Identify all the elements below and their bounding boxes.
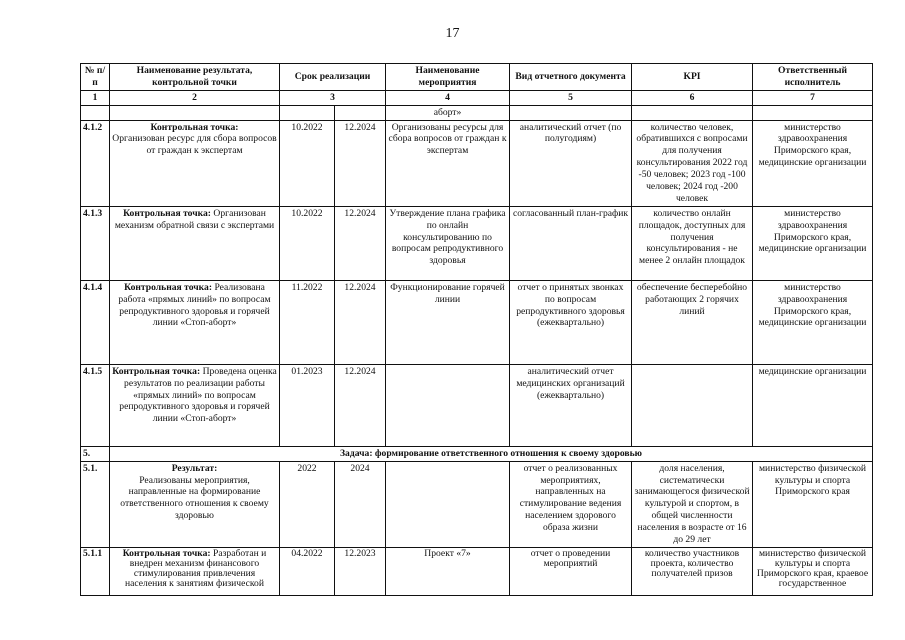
table-row xyxy=(81,364,873,446)
row-label: Контрольная точка: xyxy=(122,547,211,559)
row-end: 12.2024 xyxy=(335,280,386,364)
row-activity: Функционирование горячей линии xyxy=(386,280,510,364)
row-result xyxy=(110,547,280,595)
col-number-6: 6 xyxy=(632,90,753,105)
row-result xyxy=(110,461,280,547)
row-executor: министерство здравоохранения Приморского края, медицинские организации xyxy=(753,280,873,364)
row-executor: министерство физической культуры и спорта Приморского края, краевое государственное xyxy=(753,547,873,595)
row-end: 12.2024 xyxy=(335,206,386,280)
task-text: Задача: формирование ответственного отношения к своему здоровью xyxy=(110,446,873,461)
row-kpi: доля населения, систематически занимающегося физической культурой и спортом, в общей численности населения в возрасте от 16 до 29 лет xyxy=(632,461,753,547)
row-result-text: Организован механизм обратной связи с экспертами xyxy=(114,207,275,231)
table-row xyxy=(81,120,873,206)
col-number-1: 1 xyxy=(81,90,110,105)
header-num: № п/п xyxy=(81,64,110,91)
row-end: 2024 xyxy=(335,461,386,547)
row-end: 12.2023 xyxy=(335,547,386,595)
row-num: 4.1.2 xyxy=(81,120,110,206)
row-result-text: Реализована работа «прямых линий» по вопросам репродуктивного здоровья и горячей линии «Стоп-аборт» xyxy=(118,281,271,329)
row-result xyxy=(110,120,280,206)
col-number-2: 2 xyxy=(110,90,280,105)
row-num: 5.1.1 xyxy=(81,547,110,595)
row-kpi: количество онлайн площадок, доступных для получения консультирования - не менее 2 онлайн площадок xyxy=(632,206,753,280)
table-row xyxy=(81,280,873,364)
row-report: аналитический отчет медицинских организаций (ежеквартально) xyxy=(510,364,632,446)
header-report: Вид отчетного документа xyxy=(510,64,632,91)
carry-text: аборт» xyxy=(386,105,510,120)
row-start: 04.2022 xyxy=(280,547,335,595)
col-number-7: 7 xyxy=(753,90,873,105)
row-start: 01.2023 xyxy=(280,364,335,446)
row-num: 4.1.5 xyxy=(81,364,110,446)
row-result xyxy=(110,364,280,446)
row-label: Контрольная точка: xyxy=(124,281,213,293)
row-result-text: Организован ресурс для сбора вопросов от граждан к экспертам xyxy=(112,133,277,157)
header-activity: Наименование мероприятия xyxy=(386,64,510,91)
col-number-4: 4 xyxy=(386,90,510,105)
task-row xyxy=(81,446,873,461)
row-activity xyxy=(386,461,510,547)
row-result-text: Проведена оценка результатов по реализации работы «прямых линий» по вопросам репродуктивного здоровья и горячей линии «Стоп-аборт» xyxy=(119,365,277,425)
header-period: Срок реализации xyxy=(280,64,386,91)
row-start: 10.2022 xyxy=(280,206,335,280)
page-number: 17 xyxy=(445,26,460,41)
col-number-3: 3 xyxy=(280,90,386,105)
row-result-text: Разработан и внедрен механизм финансового стимулирования привлечения населения к занятиям физической xyxy=(125,547,267,590)
row-report: аналитический отчет (по полугодиям) xyxy=(510,120,632,206)
row-activity xyxy=(386,364,510,446)
task-num: 5. xyxy=(81,446,110,461)
row-kpi: количество участников проекта, количество получателей призов xyxy=(632,547,753,595)
row-result xyxy=(110,206,280,280)
row-end: 12.2024 xyxy=(335,120,386,206)
row-label: Контрольная точка: xyxy=(112,365,201,377)
row-start: 11.2022 xyxy=(280,280,335,364)
row-kpi: количество человек, обратившихся с вопросами для получения консультирования 2022 год -50 человек; 2023 год -100 человек; 2024 год -200 человек xyxy=(632,120,753,206)
row-executor: министерство физической культуры и спорта Приморского края xyxy=(753,461,873,547)
row-activity: Проект «7» xyxy=(386,547,510,595)
plan-table xyxy=(80,63,873,596)
row-report: отчет о реализованных мероприятиях, направленных на стимулирование ведения населением здорового образа жизни xyxy=(510,461,632,547)
row-label: Контрольная точка: xyxy=(123,207,211,219)
row-result xyxy=(110,280,280,364)
row-result-text: Реализованы мероприятия, направленные на формирование ответственного отношения к своему здоровью xyxy=(120,474,269,522)
row-num: 4.1.4 xyxy=(81,280,110,364)
row-executor: министерство здравоохранения Приморского края, медицинские организации xyxy=(753,120,873,206)
row-report: согласованный план-график xyxy=(510,206,632,280)
col-number-5: 5 xyxy=(510,90,632,105)
row-label: Результат: xyxy=(171,462,218,474)
row-start: 2022 xyxy=(280,461,335,547)
row-end: 12.2024 xyxy=(335,364,386,446)
row-executor: медицинские организации xyxy=(753,364,873,446)
row-label: Контрольная точка: xyxy=(150,121,239,133)
row-activity: Организованы ресурсы для сбора вопросов от граждан к экспертам xyxy=(386,120,510,206)
carry-row xyxy=(81,105,873,120)
table-row xyxy=(81,206,873,280)
row-report: отчет о принятых звонках по вопросам репродуктивного здоровья (ежеквартально) xyxy=(510,280,632,364)
header-row xyxy=(81,64,873,91)
row-num: 5.1. xyxy=(81,461,110,547)
row-kpi: обеспечение бесперебойно работающих 2 горячих линий xyxy=(632,280,753,364)
row-start: 10.2022 xyxy=(280,120,335,206)
row-report: отчет о проведении мероприятий xyxy=(510,547,632,595)
table-row xyxy=(81,547,873,595)
header-executor: Ответственный исполнитель xyxy=(753,64,873,91)
header-result: Наименование результата, контрольной точки xyxy=(110,64,280,91)
row-activity: Утверждение плана графика по онлайн консультированию по вопросам репродуктивного здоровья xyxy=(386,206,510,280)
row-kpi xyxy=(632,364,753,446)
row-executor: министерство здравоохранения Приморского края, медицинские организации xyxy=(753,206,873,280)
header-kpi: KPI xyxy=(632,64,753,91)
row-num: 4.1.3 xyxy=(81,206,110,280)
column-number-row xyxy=(81,90,873,105)
table-row xyxy=(81,461,873,547)
